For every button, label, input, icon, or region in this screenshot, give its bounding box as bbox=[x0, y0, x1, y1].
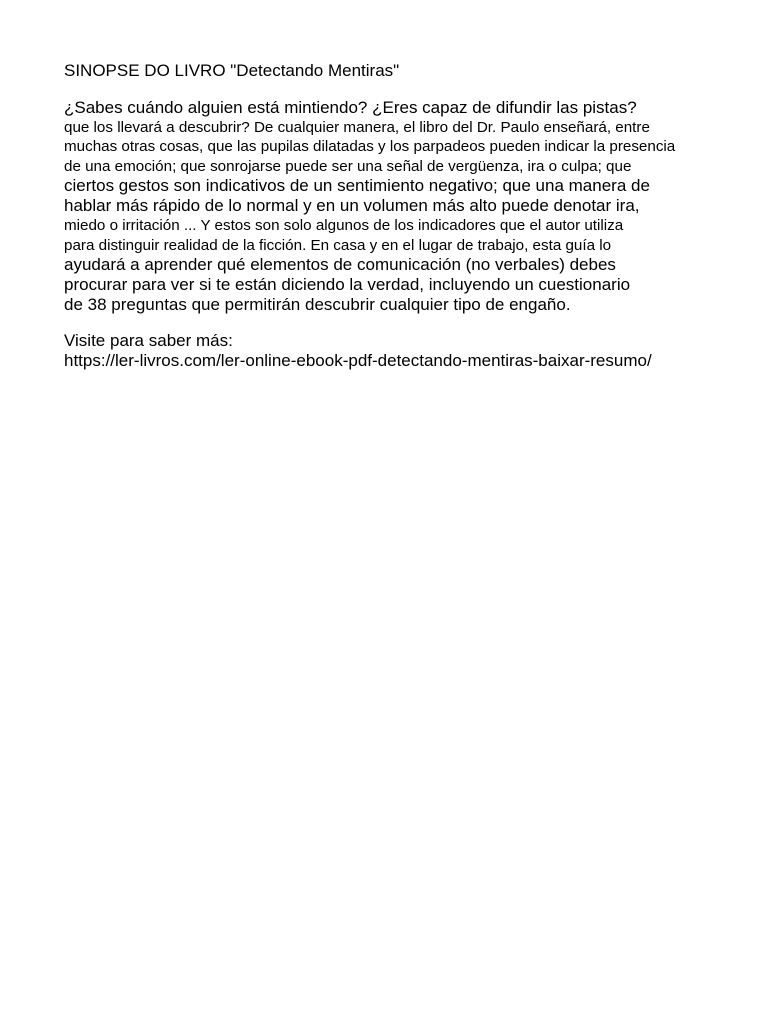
visit-url-link[interactable]: https://ler-livros.com/ler-online-ebook-pdf-detectando-mentiras-baixar-resumo/ bbox=[64, 351, 652, 371]
synopsis-line: miedo o irritación ... Y estos son solo algunos de los indicadores que el autor utiliza bbox=[64, 217, 624, 235]
synopsis-line: para distinguir realidad de la ficción. En casa y en el lugar de trabajo, esta guía lo bbox=[64, 236, 612, 254]
visit-section bbox=[64, 331, 744, 371]
synopsis-line: ¿Sabes cuándo alguien está mintiendo? ¿Eres capaz de difundir las pistas? bbox=[64, 98, 637, 117]
synopsis-line: ayudará a aprender qué elementos de comunicación (no verbales) debes bbox=[64, 255, 616, 275]
synopsis-line: de 38 preguntas que permitirán descubrir cualquier tipo de engaño. bbox=[64, 295, 571, 315]
synopsis-body bbox=[64, 98, 744, 315]
document-page bbox=[64, 60, 744, 371]
synopsis-line: muchas otras cosas, que las pupilas dilatadas y los parpadeos pueden indicar la presencia bbox=[64, 138, 676, 156]
synopsis-line: que los llevará a descubrir? De cualquier manera, el libro del Dr. Paulo enseñará, entre bbox=[64, 119, 650, 136]
visit-label: Visite para saber más: bbox=[64, 331, 233, 351]
synopsis-line: de una emoción; que sonrojarse puede ser una señal de vergüenza, ira o culpa; que bbox=[64, 157, 632, 175]
document-title: SINOPSE DO LIVRO "Detectando Mentiras" bbox=[64, 61, 400, 80]
synopsis-line: procurar para ver si te están diciendo la verdad, incluyendo un cuestionario bbox=[64, 275, 631, 295]
synopsis-line: ciertos gestos son indicativos de un sentimiento negativo; que una manera de bbox=[64, 176, 650, 196]
synopsis-line: hablar más rápido de lo normal y en un volumen más alto puede denotar ira, bbox=[64, 196, 640, 216]
